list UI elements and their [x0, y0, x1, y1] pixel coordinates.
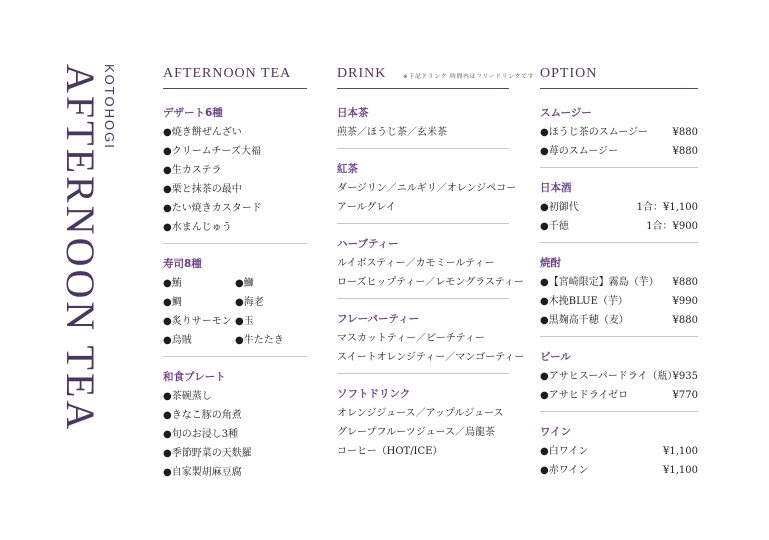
dessert-title: デザート6種	[163, 107, 223, 119]
price-row	[540, 123, 698, 142]
option-section-smoothie	[540, 105, 698, 168]
vertical-title: AFTERNOON TEA	[58, 64, 103, 433]
list-item: グレープフルーツジュース／烏龍茶	[337, 427, 495, 438]
section-title: ハーブティー	[337, 238, 399, 250]
drink-column	[337, 66, 535, 461]
drink-section-soft	[337, 386, 509, 461]
list-item: ●生カステラ	[163, 165, 222, 176]
washoku-section	[163, 369, 307, 482]
item-name: ●苺のスムージー	[540, 146, 619, 157]
divider	[337, 373, 509, 374]
drink-section-flavor	[337, 311, 525, 374]
divider	[163, 356, 307, 357]
item-price: 1合：¥900	[646, 221, 698, 232]
list-item: スイートオレンジティー／マンゴーティー	[337, 352, 525, 363]
option-heading: OPTION	[540, 66, 698, 89]
section-title: ビール	[540, 351, 571, 363]
list-item: マスカットティー／ピーチティー	[337, 333, 485, 344]
sushi-section	[163, 256, 307, 357]
price-row	[540, 386, 698, 405]
drink-section-nihoncha	[337, 105, 509, 149]
item-price: ¥935	[672, 371, 698, 382]
divider	[337, 148, 509, 149]
drink-heading	[337, 66, 535, 89]
afternoon-tea-heading: AFTERNOON TEA	[163, 66, 307, 89]
list-item: ローズヒップティー／レモングラスティー	[337, 277, 524, 288]
divider	[540, 167, 698, 168]
item-price: ¥880	[672, 146, 698, 157]
brand-name: KOTOHOGI	[102, 64, 117, 150]
list-item: ●栗と抹茶の最中	[163, 184, 242, 195]
option-section-shochu	[540, 255, 698, 337]
free-drink-note: ※下記ドリンク 時間内はフリードリンクです	[403, 74, 535, 80]
item-name: ●黒麹高千穂（麦）	[540, 315, 629, 326]
list-item: オレンジジュース／アップルジュース	[337, 408, 504, 419]
section-title: スムージー	[540, 107, 592, 119]
list-item: アールグレイ	[337, 202, 396, 213]
item-name: ●赤ワイン	[540, 465, 589, 476]
divider	[163, 243, 307, 244]
item-name: ●アサヒスーパードライ（瓶）	[540, 371, 678, 382]
list-item: ●旬のお浸し3種	[163, 429, 239, 440]
sushi-item: ●海老	[235, 297, 264, 308]
item-name: ●【宮崎限定】霧島（芋）	[540, 277, 659, 288]
item-price: 1合：¥1,100	[636, 202, 698, 213]
price-row	[540, 367, 698, 386]
section-title: フレーバーティー	[337, 313, 420, 325]
divider	[337, 223, 509, 224]
section-title: 紅茶	[337, 163, 358, 175]
washoku-title: 和食プレート	[163, 371, 226, 383]
option-column	[540, 66, 698, 480]
price-row	[540, 292, 698, 311]
sushi-item: ●玉	[235, 316, 254, 327]
item-price: ¥1,100	[663, 465, 698, 476]
list-item: ●焼き餅ぜんざい	[163, 127, 242, 138]
item-name: ●白ワイン	[540, 446, 589, 457]
divider	[540, 411, 698, 412]
list-item	[163, 331, 307, 350]
price-row	[540, 198, 698, 217]
dessert-section	[163, 105, 307, 244]
drink-section-kocha	[337, 161, 517, 224]
price-row	[540, 461, 698, 480]
price-row	[540, 311, 698, 330]
section-title: ソフトドリンク	[337, 388, 411, 400]
price-row	[540, 442, 698, 461]
price-row	[540, 273, 698, 292]
section-title: 日本酒	[540, 182, 572, 194]
list-item: ダージリン／ニルギリ／オレンジペコー	[337, 183, 517, 194]
afternoon-tea-column	[163, 66, 307, 482]
divider	[540, 336, 698, 337]
sushi-item: ●烏賊	[163, 335, 192, 346]
drink-section-herb	[337, 236, 524, 299]
option-section-wine	[540, 424, 698, 480]
item-price: ¥880	[672, 127, 698, 138]
list-item: コーヒー（HOT/ICE）	[337, 446, 443, 457]
list-item: ●水まんじゅう	[163, 222, 232, 233]
list-item: ●きなこ豚の角煮	[163, 410, 242, 421]
list-item: ●クリームチーズ大福	[163, 146, 262, 157]
item-price: ¥770	[672, 390, 698, 401]
sushi-item: ●鮪	[163, 278, 182, 289]
section-title: ワイン	[540, 426, 572, 438]
divider	[540, 242, 698, 243]
list-item: 煎茶／ほうじ茶／玄米茶	[337, 127, 447, 138]
option-section-beer	[540, 349, 698, 412]
item-price: ¥880	[672, 315, 698, 326]
list-item	[163, 274, 307, 293]
price-row	[540, 217, 698, 236]
list-item: ●季節野菜の天麩羅	[163, 448, 252, 459]
item-price: ¥1,100	[663, 446, 698, 457]
list-item	[163, 312, 307, 331]
section-title: 焼酎	[540, 257, 561, 269]
item-name: ●アサヒドライゼロ	[540, 390, 629, 401]
list-item: ルイボスティー／カモミールティー	[337, 258, 495, 269]
option-section-sake	[540, 180, 698, 243]
item-name: ●木挽BLUE（芋）	[540, 296, 628, 307]
price-row	[540, 142, 698, 161]
list-item	[163, 293, 307, 312]
list-item: ●たい焼きカスタード	[163, 203, 262, 214]
sushi-title: 寿司8種	[163, 258, 202, 270]
side-title	[50, 64, 120, 474]
item-price: ¥880	[672, 277, 698, 288]
sushi-item: ●鯛	[163, 297, 182, 308]
sushi-item: ●牛たたき	[235, 335, 284, 346]
item-name: ●初御代	[540, 202, 579, 213]
item-name: ●ほうじ茶のスムージー	[540, 127, 649, 138]
sushi-item: ●鰤	[235, 278, 254, 289]
sushi-item: ●炙りサーモン	[163, 316, 232, 327]
section-title: 日本茶	[337, 107, 369, 119]
list-item: ●自家製胡麻豆腐	[163, 467, 242, 478]
item-price: ¥990	[672, 296, 698, 307]
drink-heading-text: DRINK	[337, 66, 387, 81]
divider	[337, 298, 509, 299]
list-item: ●茶碗蒸し	[163, 391, 212, 402]
item-name: ●千徳	[540, 221, 569, 232]
